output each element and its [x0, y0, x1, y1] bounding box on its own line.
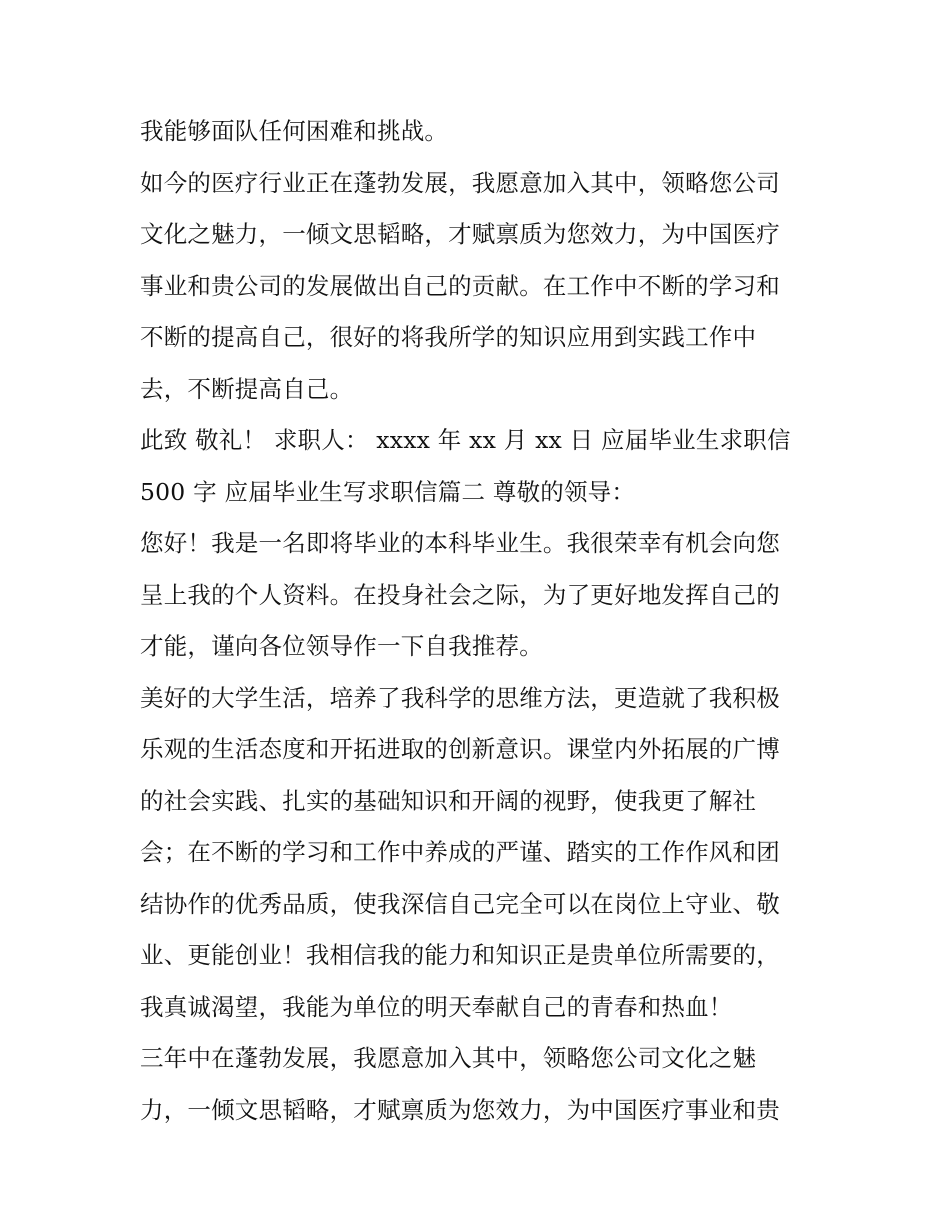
text-line: 的社会实践、扎实的基础知识和开阔的视野，使我更了解社: [140, 786, 757, 815]
text-line: 此致 敬礼！ 求职人： xxxx 年 xx 月 xx 日 应届毕业生求职信: [140, 426, 791, 454]
body-text: [140, 106, 830, 1136]
text-line: 文化之魅力，一倾文思韬略，才赋禀质为您效力，为中国医疗: [140, 220, 780, 248]
text-line: 我能够面队任何困难和挑战。: [140, 117, 449, 145]
text-line: 乐观的生活态度和开拓进取的创新意识。课堂内外拓展的广博: [140, 735, 780, 763]
text-line: 才能，谨向各位领导作一下自我推荐。: [140, 632, 543, 660]
text-line: 不断的提高自己，很好的将我所学的知识应用到实践工作中: [140, 323, 757, 351]
text-line: 三年中在蓬勃发展，我愿意加入其中，领略您公司文化之魅: [140, 1044, 757, 1072]
text-line: 去，不断提高自己。: [140, 374, 354, 403]
text-line: 我真诚渴望，我能为单位的明天奉献自己的青春和热血！: [140, 992, 733, 1021]
text-line: 结协作的优秀品质，使我深信自己完全可以在岗位上守业、敬: [140, 889, 780, 918]
text-line: 500 字 应届毕业生写求职信篇二 尊敬的领导：: [140, 477, 636, 506]
text-line: 如今的医疗行业正在蓬勃发展，我愿意加入其中，领略您公司: [140, 168, 780, 197]
text-line: 会；在不断的学习和工作中养成的严谨、踏实的工作作风和团: [140, 838, 780, 866]
text-line: 呈上我的个人资料。在投身社会之际，为了更好地发挥自己的: [140, 580, 780, 609]
text-line: 您好！我是一名即将毕业的本科毕业生。我很荣幸有机会向您: [140, 529, 780, 557]
text-line: 力，一倾文思韬略，才赋禀质为您效力，为中国医疗事业和贵: [140, 1095, 780, 1124]
text-line: 业、更能创业！我相信我的能力和知识正是贵单位所需要的，: [140, 941, 780, 969]
text-line: 美好的大学生活，培养了我科学的思维方法，更造就了我积极: [140, 683, 780, 712]
text-line: 事业和贵公司的发展做出自己的贡献。在工作中不断的学习和: [140, 271, 780, 300]
